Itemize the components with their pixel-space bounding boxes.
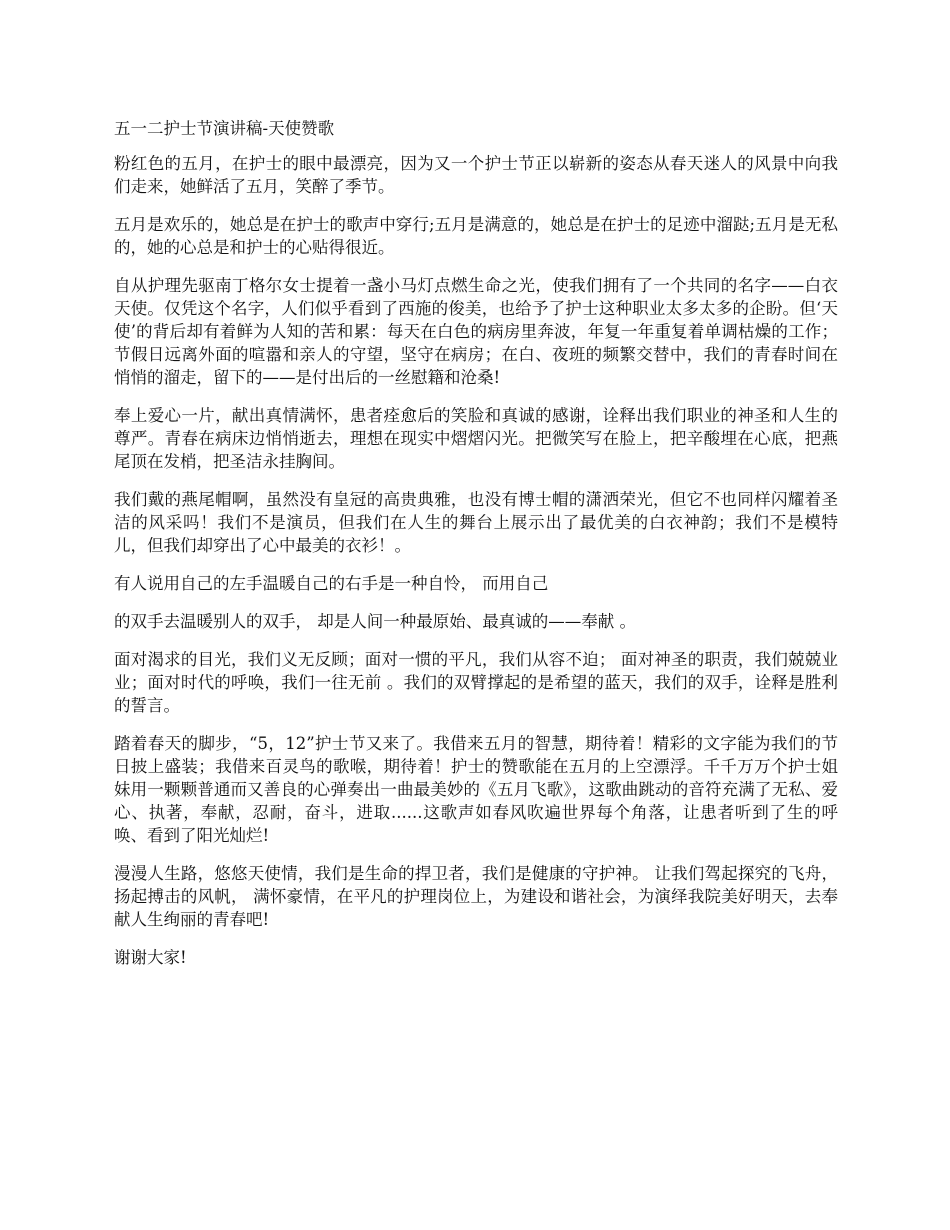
- paragraph-9: 踏着春天的脚步，“5，12”护士节又来了。我借来五月的智慧，期待着！精彩的文字能为我们的节日披上盛装；我借来百灵鸟的歌喉，期待着！护士的赞歌能在五月的上空漂浮。千千万万个护士姐妹用一颗颗普通而又善良的心弹奏出一曲最美妙的《五月飞歌》，这歌曲跳动的音符充满了无私、爱心、执著，奉献，忍耐，奋斗，进取......这歌声如春风吹遍世界每个角落，让患者听到了生的呼唤、看到了阳光灿烂!: [114, 734, 838, 845]
- paragraph-6: 有人说用自己的左手温暖自己的右手是一种自怜， 而用自己: [114, 574, 549, 593]
- paragraph-10: 漫漫人生路，悠悠天使情，我们是生命的捍卫者，我们是健康的守护神。 让我们驾起探究的飞舟， 扬起搏击的风帆， 满怀豪情，在平凡的护理岗位上，为建设和谐社会，为演绎我院美好明天，去奉献人生绚丽的青春吧!: [114, 864, 838, 929]
- paragraph-8: 面对渴求的目光，我们义无反顾；面对一惯的平凡，我们从容不迫； 面对神圣的职责，我们兢兢业业；面对时代的呼唤，我们一往无前 。我们的双臂撑起的是希望的蓝天，我们的双手，诠释是胜利的誓言。: [114, 650, 838, 715]
- paragraph-7: 的双手去温暖别人的双手， 却是人间一种最原始、最真诚的——奉献 。: [114, 612, 636, 631]
- paragraph-3: 自从护理先驱南丁格尔女士提着一盏小马灯点燃生命之光，使我们拥有了一个共同的名字——白衣天使。仅凭这个名字，人们似乎看到了西施的俊美，也给予了护士这种职业太多太多的企盼。但‘天使’的背后却有着鲜为人知的苦和累：每天在白色的病房里奔波，年复一年重复着单调枯燥的工作；节假日远离外面的喧嚣和亲人的守望，坚守在病房；在白、夜班的频繁交替中，我们的青春时间在悄悄的溜走，留下的——是付出后的一丝慰籍和沧桑!: [114, 276, 838, 387]
- document-title: 五一二护士节演讲稿-天使赞歌: [114, 119, 335, 138]
- paragraph-5: 我们戴的燕尾帽啊，虽然没有皇冠的高贵典雅，也没有博士帽的潇洒荣光，但它不也同样闪耀着圣洁的风采吗！我们不是演员，但我们在人生的舞台上展示出了最优美的白衣神韵；我们不是模特儿，但我们却穿出了心中最美的衣衫！。: [114, 490, 838, 555]
- paragraph-1: 粉红色的五月，在护士的眼中最漂亮，因为又一个护士节正以崭新的姿态从春天迷人的风景中向我们走来，她鲜活了五月，笑醉了季节。: [114, 154, 838, 196]
- paragraph-4: 奉上爱心一片，献出真情满怀，患者痊愈后的笑脸和真诚的感谢，诠释出我们职业的神圣和人生的尊严。青春在病床边悄悄逝去，理想在现实中熠熠闪光。把微笑写在脸上，把辛酸埋在心底，把燕尾顶在发梢，把圣洁永挂胸间。: [114, 406, 838, 471]
- closing-line: 谢谢大家!: [114, 948, 187, 967]
- paragraph-2: 五月是欢乐的，她总是在护士的歌声中穿行;五月是满意的，她总是在护士的足迹中溜跶;五月是无私的，她的心总是和护士的心贴得很近。: [114, 215, 838, 257]
